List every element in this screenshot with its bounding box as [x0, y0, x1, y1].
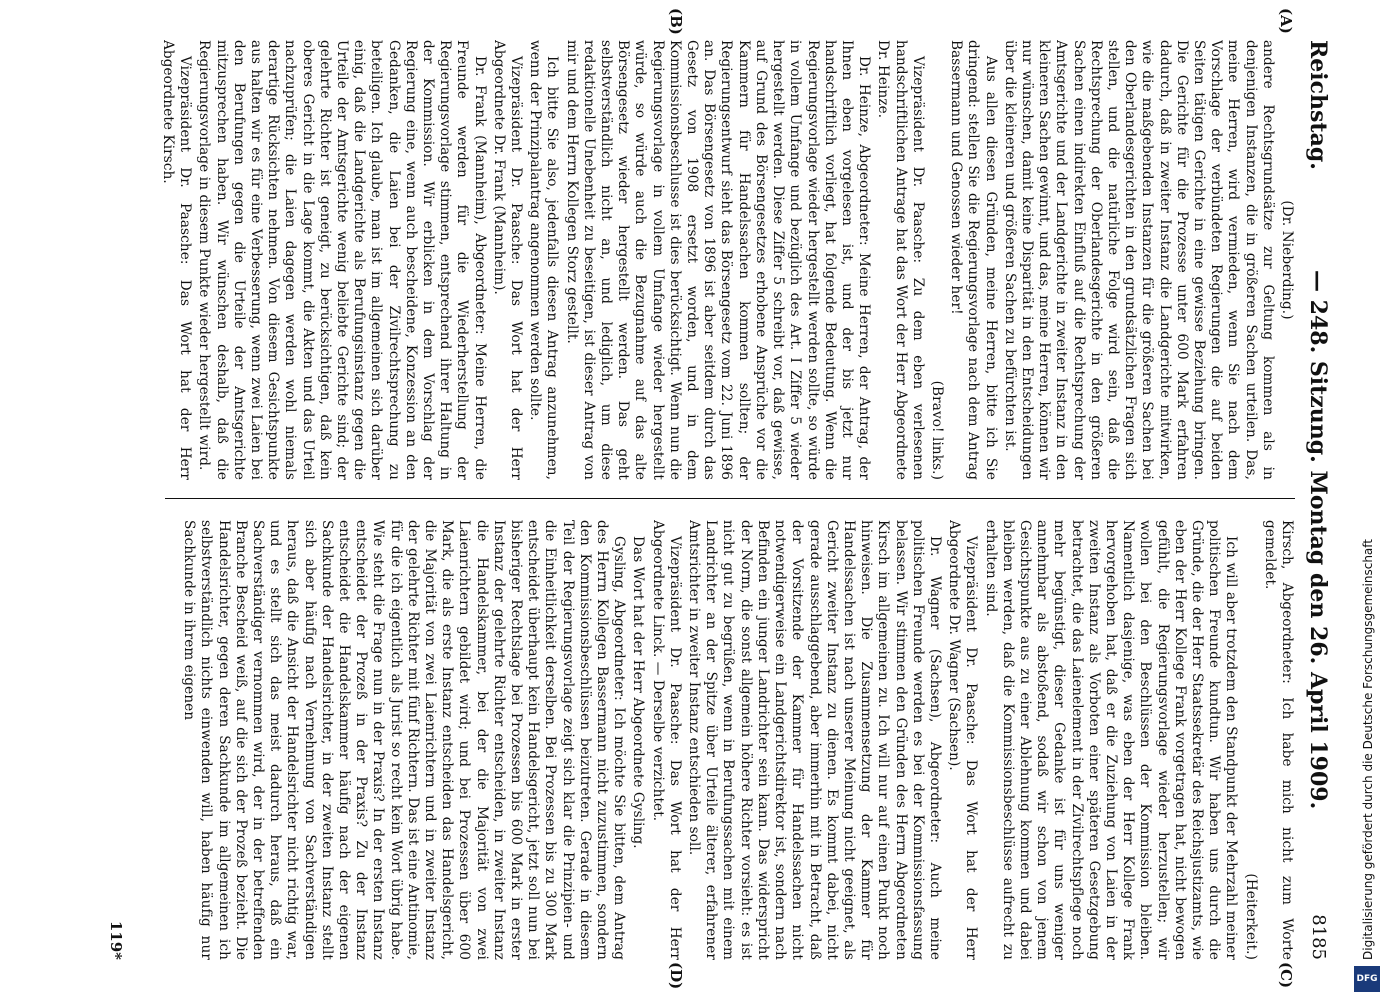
paragraph: Vizepräsident Dr. Paasche: Zu dem eben verlesenen handschriftlichen Antrage hat das Wort der Herr Abgeordnete Dr. Heinze.: [875, 40, 926, 480]
signature-number: 119*: [107, 920, 125, 960]
paragraph: (Bravo! links.): [928, 380, 945, 480]
margin-marker-c: (C): [1277, 962, 1295, 989]
document-page: [45, 0, 1345, 1000]
paragraph: Vizepräsident Dr. Paasche: Das Wort hat der Herr Abgeordnete Linck. — Derselbe verzichtet.: [649, 520, 683, 960]
paragraph: Gysling, Abgeordneter: Ich möchte Sie bitten, dem Antrag des Herrn Kollegen Bassermann nicht zuzustimmen, sondern den Kommissionsbeschlüssen beizutreten. Gerade in diesem Teil der Regierungsvorlage zeigt sich klar die Prinzipien- und die Einheitlichkeit derselben. Bei Prozessen bis zu 300 Mark entscheidet überhaupt kein Handelsgericht, jetzt soll nun bei bisheriger Rechtslage bei Prozessen bis 600 Mark in erster Instanz der gelehrte Richter entscheiden, in zweiter Instanz die Handelskammer, bei der die Majorität von zwei Laienrichtern gebildet wird; und bei Prozessen über 600 Mark, die als erste Instanz entscheiden das Handelsgericht, die Majorität von zwei Laienrichtern und in zweiter Instanz der gelehrte Richter mit fünf Richtern. Das ist eine Antinomie, für die ich eigentlich als Jurist so recht kein Wort übrig habe. Wie steht die Frage nun in der Praxis? In der ersten Instanz entscheidet der Prozeß in der Praxis? Zu der Instanz entscheidet die Handelskammer häufig nach der eigenen Sachkunde der Handelsrichter, in der zweiten Instanz stellt sich aber häufig nach Vernehmung von Sachverständigen heraus, daß die Ansicht der Handelsrichter nicht richtig war, und es stellt sich das meist dadurch heraus, daß ein Sachverständiger vernommen wird, der in der betreffenden Branche Bescheid weiß, auf die sich der Prozeß bezieht. Die Handelsrichter, gegen deren Sachkunde im allgemeinen ich selbstverständlich nichts einwenden will, haben häufig nur Sachkunde in ihrem eigenen: [181, 520, 628, 960]
paragraph: Kirsch, Abgeordneter: Ich habe mich nicht zum Worte gemeldet.: [1261, 520, 1295, 960]
paragraph: Dr. Heinze, Abgeordneter: Meine Herren, der Antrag, der Ihnen eben vorgelesen ist, und der bis jetzt nur handschriftlich vorliegt, hat folgende Bedeutung. Wenn die Regierungsvorlage wieder hergestellt werden sollte, so würde in vollem Umfange und bezüglich des Art. I Ziffer 5 wieder hergestellt werden. Diese Ziffer 5 schreibt vor, daß gewisse, auf Grund des Börsengesetzes erhobene Ansprüche vor die Kammern für Handelssachen kommen sollten; der Regierungsentwurf sieht das Börsengesetz vom 22. Juni 1896 an. Das Börsengesetz von 1896 ist aber seitdem durch das Gesetz von 1908 ersetzt worden, und in dem Kommissionsbeschlusse ist dies berücksichtigt. Wenn nun die Regierungsvorlage in vollem Umfange wieder hergestellt würde, so würde auch die Bezugnahme auf das alte Börsengesetz wieder hergestellt werden. Das geht selbstverständlich nicht an, und lediglich, um diese redaktionelle Unebenheit zu beseitigen, ist dieser Antrag von mir und dem Herrn Kollegen Storz gestellt.: [563, 40, 873, 480]
right-column: [135, 520, 1295, 960]
paragraph: Vizepräsident Dr. Paasche: Das Wort hat der Herr Abgeordnete Kirsch.: [160, 40, 194, 480]
paragraph: (Dr. Nieberding.): [1279, 200, 1295, 320]
paragraph: Dr. Wagner (Sachsen), Abgeordneter: Auch meine politischen Freunde werden es bei der Kommissionsfassung belassen. Wir stimmen den Gründen des Herrn Abgeordneten Kirsch im allgemeinen zu. Ich will nur auf einen Punkt noch hinweisen. Die Zusammensetzung der Kammer für Handelssachen ist nach unserer Meinung nicht geeignet, als Gericht zweiter Instanz zu dienen. Es kommt dabei, nicht gerade ausschlaggebend, aber immerhin mit in Betracht, daß der Vorsitzende der Kammer für Handelssachen nicht notwendigerweise ein Landgerichtsdirektor ist, sondern nach Befinden ein junger Landrichter sein kann. Das widerspricht der Norm, die sonst allgemein höhere Richter vorsieht: es ist nicht gut zu begrüßen, wenn in Berufungssachen mit einem Landrichter an der Spitze über Urteile älterer, erfahrener Amtsrichter in zweiter Instanz entschieden soll.: [686, 520, 943, 960]
paragraph: Ich bitte Sie also, jedenfalls diesen Antrag anzunehmen, wenn der Prinzipalantrag angenommen werden sollte.: [527, 40, 561, 480]
margin-marker-a: (A): [1277, 8, 1295, 34]
paragraph: Ich will aber trotzdem den Standpunkt der Mehrzahl meiner politischen Freunde kundtun. Wir haben uns durch die Gründe, die der Herr Staatssekretär des Reichsjustizamts, wie eben der Herr Kollege Frank vorgetragen hat, nicht bewogen gefühlt, die Regierungsvorlage wieder herzustellen; wir wollen bei den Beschlüssen der Kommission bleiben. Namentlich dasjenige, was eben der Herr Kollege Frank hervorgehoben hat, daß er die Zuziehung von Laien in der zweiten Instanz als Vorboten einer späteren Gesetzgebung betrachtet, die das Laienelement in der Zivilrechtspflege noch mehr begünstigt, dieser Gedanke ist für uns weniger annehmbar als abstoßend, sodaß wir schon von jenem Gesichtspunkte aus zu einer Ablehnung kommen und dabei bleiben werden, daß die Kommissionsbeschlüsse aufrecht zu erhalten sind.: [982, 520, 1240, 960]
paragraph: Das Wort hat der Herr Abgeordnete Gysling.: [630, 536, 647, 849]
column-divider: [165, 498, 1295, 499]
paragraph: andere Rechtsgrundsätze zur Geltung kommen als in denjenigen Instanzen, die in größeren Sachen urteilen. Das, meine Herren, wird vermieden, wenn Sie nach dem Vorschlage der verbündeten Regierungen die auf beiden Seiten tätigen Gerichte in eine gewisse Beziehung bringen. Die Gerichte für die Prozesse unter 600 Mark erfahren dadurch, daß in zweiter Instanz die Landgerichte mitwirken, wie die maßgebenden Instanzen für die größeren Sachen bei den Oberlandesgerichten in den grundsätzlichen Fragen sich stellen, und die natürliche Folge wird sein, daß die Rechtsprechung der Oberlandesgerichte in den größeren Sachen einen indirekten Einfluß auf die Rechtsprechung der Amtsgerichte und der Landgerichte in zweiter Instanz in den kleineren Sachen gewinnt, und das, meine Herren, können wir nur wünschen, damit keine Disparität in den Entscheidungen über die kleineren und größeren Sachen zu befürchten ist.: [1001, 40, 1276, 480]
margin-marker-d: (D): [667, 962, 685, 990]
digitization-note: Digitalisierung gefördert durch die Deutsche Forschungsgemeinschaft: [1361, 538, 1375, 960]
page-header: [1301, 40, 1335, 960]
left-column: [135, 40, 1295, 480]
margin-marker-b: (B): [667, 8, 685, 35]
paragraph: Aus allen diesen Gründen, meine Herren, bitte ich Sie dringend: stellen Sie die Regierungsvorlage nach dem Antrag Bassermann und Genossen wieder her!: [948, 40, 999, 480]
dfg-logo: DFG: [1354, 966, 1380, 992]
paragraph: Vizepräsident Dr. Paasche: Das Wort hat der Herr Abgeordnete Dr. Frank (Mannheim).: [490, 40, 525, 480]
header-center: — 248. Sitzung. Montag den 26. April 1909.: [1305, 270, 1331, 810]
paragraph: Vizepräsident Dr. Paasche: Das Wort hat der Herr Abgeordnete Dr. Wagner (Sachsen).: [946, 520, 980, 960]
paragraph: Dr. Frank (Mannheim), Abgeordneter: Meine Herren, die Freunde werden für die Wiederherstellung der Regierungsvorlage stimmen, entsprechend ihrer Haltung in der Kommission. Wir erblicken in dem Vorschlag der Regierung eine, wenn auch bescheidene, Konzession an den Gedanken, die Laien bei der Zivilrechtsprechung zu beteiligen. Ich glaube, man ist im allgemeinen sich darüber einig, daß die Landgerichte als Berufungsinstanz gegen die Urteile der Amtsgerichte wenig beliebte Gerichte sind; der gelehrte Richter ist geneigt, zu berücksichtigen, daß kein oberes Gericht in die Lage kommt, die Akten und das Urteil nachzuprüfen; die Laien dagegen werden wohl niemals derartige Rücksichten nehmen. Von diesem Gesichtspunkte aus halten wir es für eine Verbesserung, wenn zwei Laien bei den Berufungen gegen die Urteile der Amtsgerichte mitzusprechen haben. Wir wünschen deshalb, daß die Regierungsvorlage in diesem Punkte wieder hergestellt wird.: [196, 40, 488, 480]
paragraph: (Heiterkeit.): [1242, 873, 1259, 960]
digitization-sidebar: [1352, 0, 1383, 1000]
header-left: Reichstag.: [1305, 40, 1331, 170]
page-number: 8185: [1308, 914, 1329, 960]
